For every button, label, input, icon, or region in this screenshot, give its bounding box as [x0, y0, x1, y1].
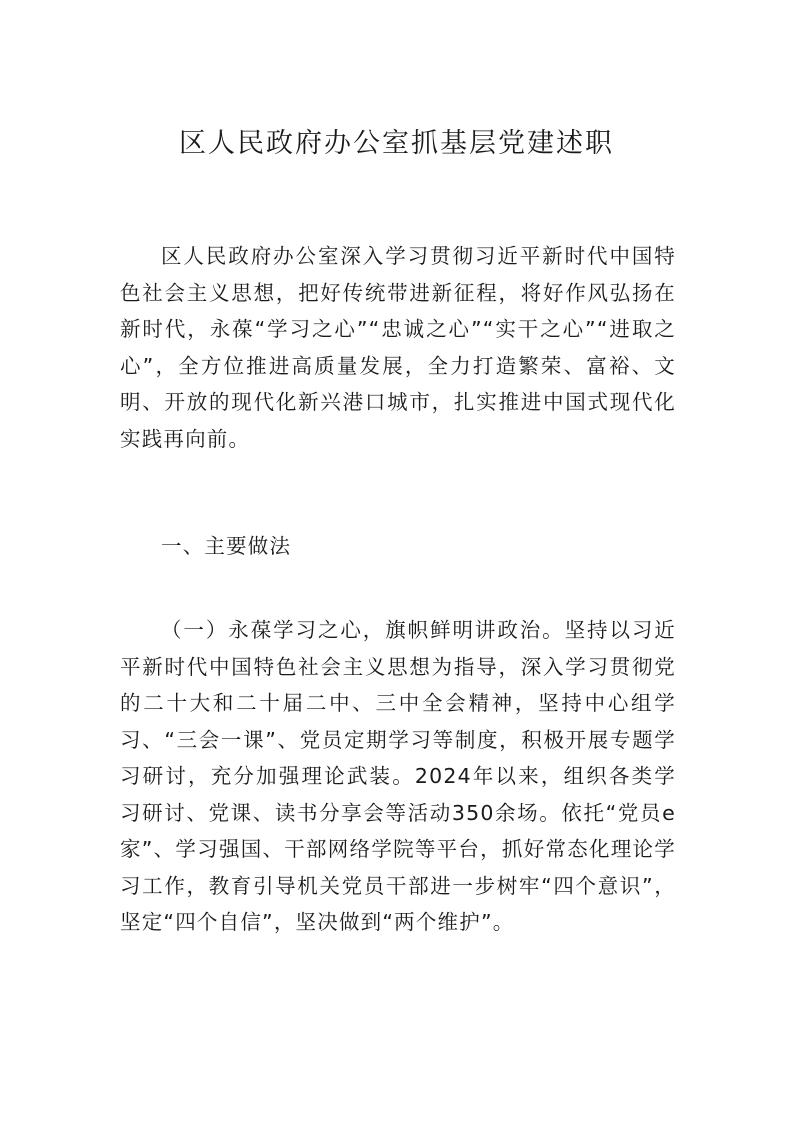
- intro-paragraph: 区人民政府办公室深入学习贯彻习近平新时代中国特色社会主义思想，把好传统带进新征程，将好作风弘扬在新时代，永葆“学习之心”“忠诚之心”“实干之心”“进取之心”，全方位推进高质量发展，全力打造繁荣、富裕、文明、开放的现代化新兴港口城市，扎实推进中国式现代化实践再向前。: [120, 244, 676, 451]
- section-paragraph: （一）永葆学习之心，旗帜鲜明讲政治。坚持以习近平新时代中国特色社会主义思想为指导，深入学习贯彻党的二十大和二十届二中、三中全会精神，坚持中心组学习、“三会一课”、党员定期学习等制度，积极开展专题学习研讨，充分加强理论武装。2024年以来，组织各类学习研讨、党课、读书分享会等活动350余场。依托“党员e家”、学习强国、干部网络学院等平台，抓好常态化理论学习工作，教育引导机关党员干部进一步树牢“四个意识”，坚定“四个自信”，坚决做到“两个维护”。: [120, 618, 676, 934]
- section-heading: 一、主要做法: [161, 534, 292, 558]
- document-title: 区人民政府办公室抓基层党建述职: [179, 128, 614, 159]
